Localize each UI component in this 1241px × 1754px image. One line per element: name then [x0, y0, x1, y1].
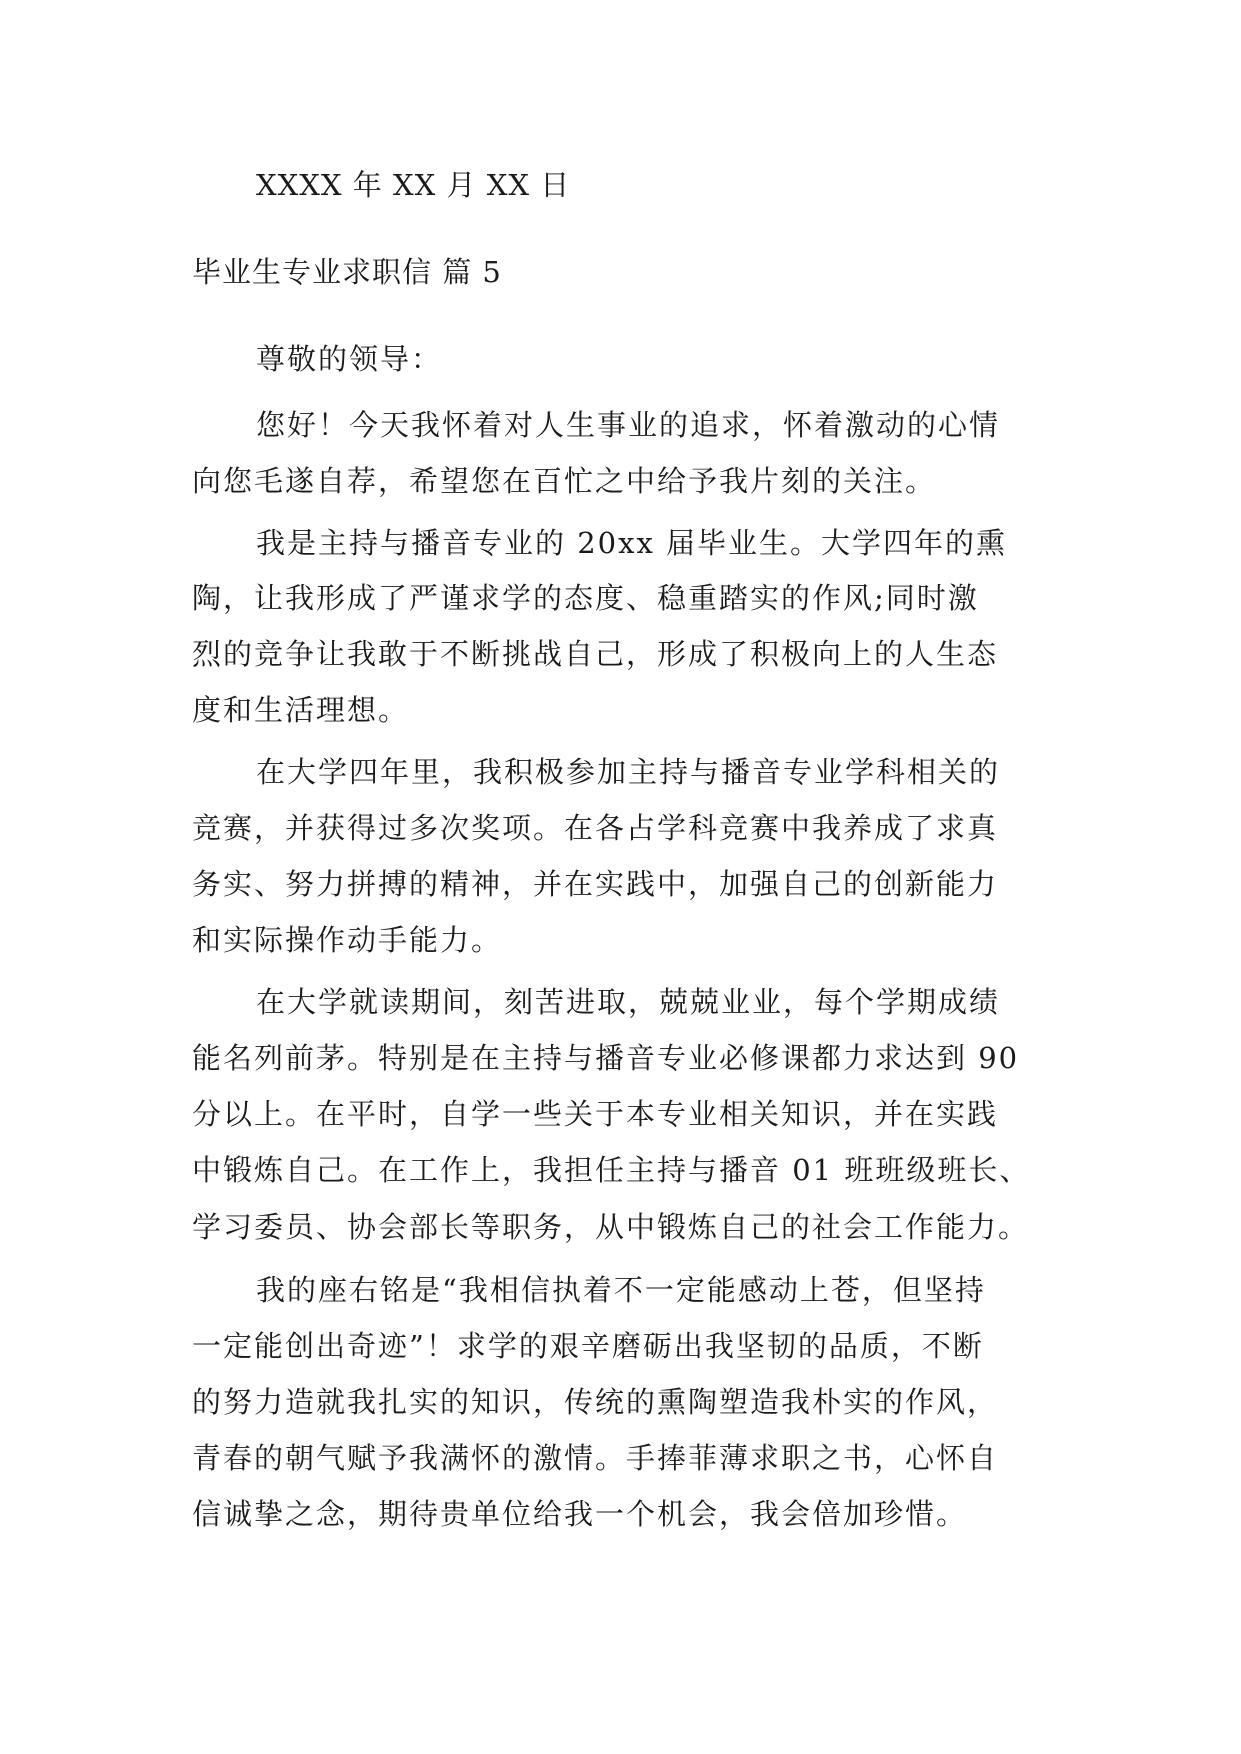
date-line: XXXX 年 XX 月 XX 日 — [256, 168, 571, 202]
paragraph-line: 学习委员、协会部长等职务，从中锻炼自己的社会工作能力。 — [192, 1210, 1030, 1244]
paragraph-line: 中锻炼自己。在工作上，我担任主持与播音 01 班班级班长、 — [192, 1153, 1031, 1187]
paragraph-line: 我的座右铭是“我相信执着不一定能感动上苍，但坚持 — [256, 1273, 986, 1307]
paragraph-line: 能名列前茅。特别是在主持与播音专业必修课都力求达到 90 — [192, 1041, 1020, 1075]
paragraph-line: 竞赛，并获得过多次奖项。在各占学科竞赛中我养成了求真 — [192, 811, 999, 845]
paragraph-line: 在大学就读期间，刻苦进取，兢兢业业，每个学期成绩 — [256, 985, 1001, 1019]
paragraph-line: 的努力造就我扎实的知识，传统的熏陶塑造我朴实的作风， — [192, 1385, 999, 1419]
paragraph-line: 在大学四年里，我积极参加主持与播音专业学科相关的 — [256, 755, 1001, 789]
paragraph-line: 度和生活理想。 — [192, 693, 410, 727]
paragraph-line: 分以上。在平时，自学一些关于本专业相关知识，并在实践 — [192, 1097, 999, 1131]
paragraph-line: 烈的竞争让我敢于不断挑战自己，形成了积极向上的人生态 — [192, 637, 999, 671]
paragraph-line: 陶，让我形成了严谨求学的态度、稳重踏实的作风;同时激 — [192, 581, 979, 615]
paragraph-line: 向您毛遂自荐，希望您在百忙之中给予我片刻的关注。 — [192, 464, 937, 498]
paragraph-line: 一定能创出奇迹”！求学的艰辛磨砺出我坚韧的品质，不断 — [192, 1329, 984, 1363]
paragraph-line: 信诚挚之念，期待贵单位给我一个机会，我会倍加珍惜。 — [192, 1497, 968, 1531]
salutation: 尊敬的领导： — [256, 342, 443, 376]
paragraph-line: 我是主持与播音专业的 20xx 届毕业生。大学四年的熏 — [256, 526, 1008, 560]
paragraph-line: 青春的朝气赋予我满怀的激情。手捧菲薄求职之书，心怀自 — [192, 1441, 999, 1475]
letter-title: 毕业生专业求职信 篇 5 — [192, 255, 502, 289]
paragraph-line: 您好！今天我怀着对人生事业的追求，怀着激动的心情 — [256, 408, 1001, 442]
paragraph-line: 务实、努力拼搏的精神，并在实践中，加强自己的创新能力 — [192, 867, 999, 901]
paragraph-line: 和实际操作动手能力。 — [192, 923, 503, 957]
